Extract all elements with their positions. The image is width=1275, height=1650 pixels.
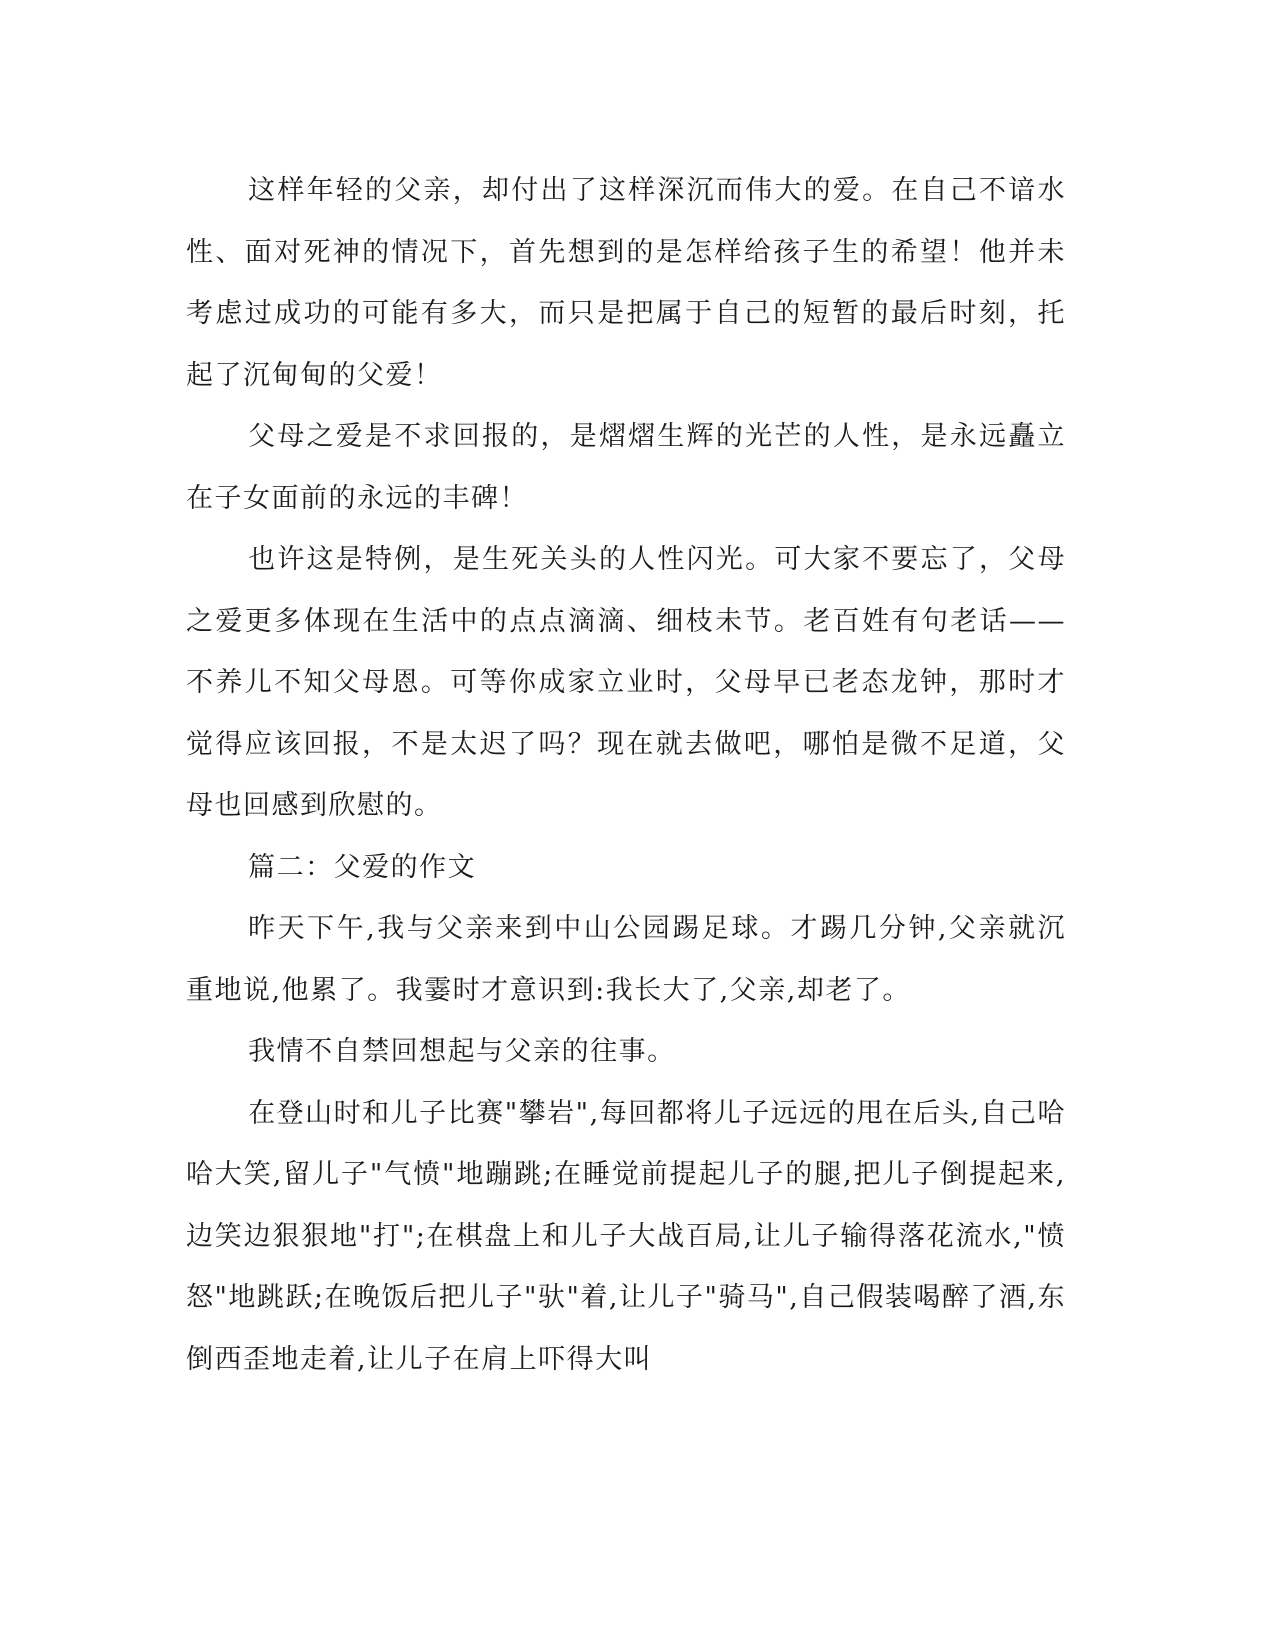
document-body bbox=[186, 160, 1066, 1390]
paragraph-yesterday: 昨天下午,我与父亲来到中山公园踢足球。才踢几分钟,父亲就沉重地说,他累了。我霎时才意识到:我长大了,父亲,却老了。 bbox=[186, 913, 1066, 1006]
paragraph-special-case: 也许这是特例，是生死关头的人性闪光。可大家不要忘了，父母之爱更多体现在生活中的点点滴滴、细枝未节。老百姓有句老话——不养儿不知父母恩。可等你成家立业时，父母早已老态龙钟，那时才觉得应该回报，不是太迟了吗？现在就去做吧，哪怕是微不足道，父母也回感到欣慰的。 bbox=[186, 544, 1066, 821]
section-heading: 篇二：父爱的作文 bbox=[248, 851, 477, 883]
paragraph-parents-love: 父母之爱是不求回报的，是熠熠生辉的光芒的人性，是永远矗立在子女面前的永远的丰碑！ bbox=[186, 421, 1066, 514]
paragraph-memories: 我情不自禁回想起与父亲的往事。 bbox=[248, 1036, 676, 1067]
paragraph-past-events: 在登山时和儿子比赛"攀岩",每回都将儿子远远的甩在后头,自己哈哈大笑,留儿子"气愤"地蹦跳;在睡觉前提起儿子的腿,把儿子倒提起来,边笑边狠狠地"打";在棋盘上和儿子大战百局,让儿子输得落花流水,"愤怒"地跳跃;在晚饭后把儿子"驮"着,让儿子"骑马",自己假装喝醉了酒,东倒西歪地走着,让儿子在肩上吓得大叫 bbox=[186, 1097, 1066, 1375]
paragraph-young-father: 这样年轻的父亲，却付出了这样深沉而伟大的爱。在自己不谙水性、面对死神的情况下，首先想到的是怎样给孩子生的希望！他并未考虑过成功的可能有多大，而只是把属于自己的短暂的最后时刻，托起了沉甸甸的父爱！ bbox=[186, 175, 1066, 391]
